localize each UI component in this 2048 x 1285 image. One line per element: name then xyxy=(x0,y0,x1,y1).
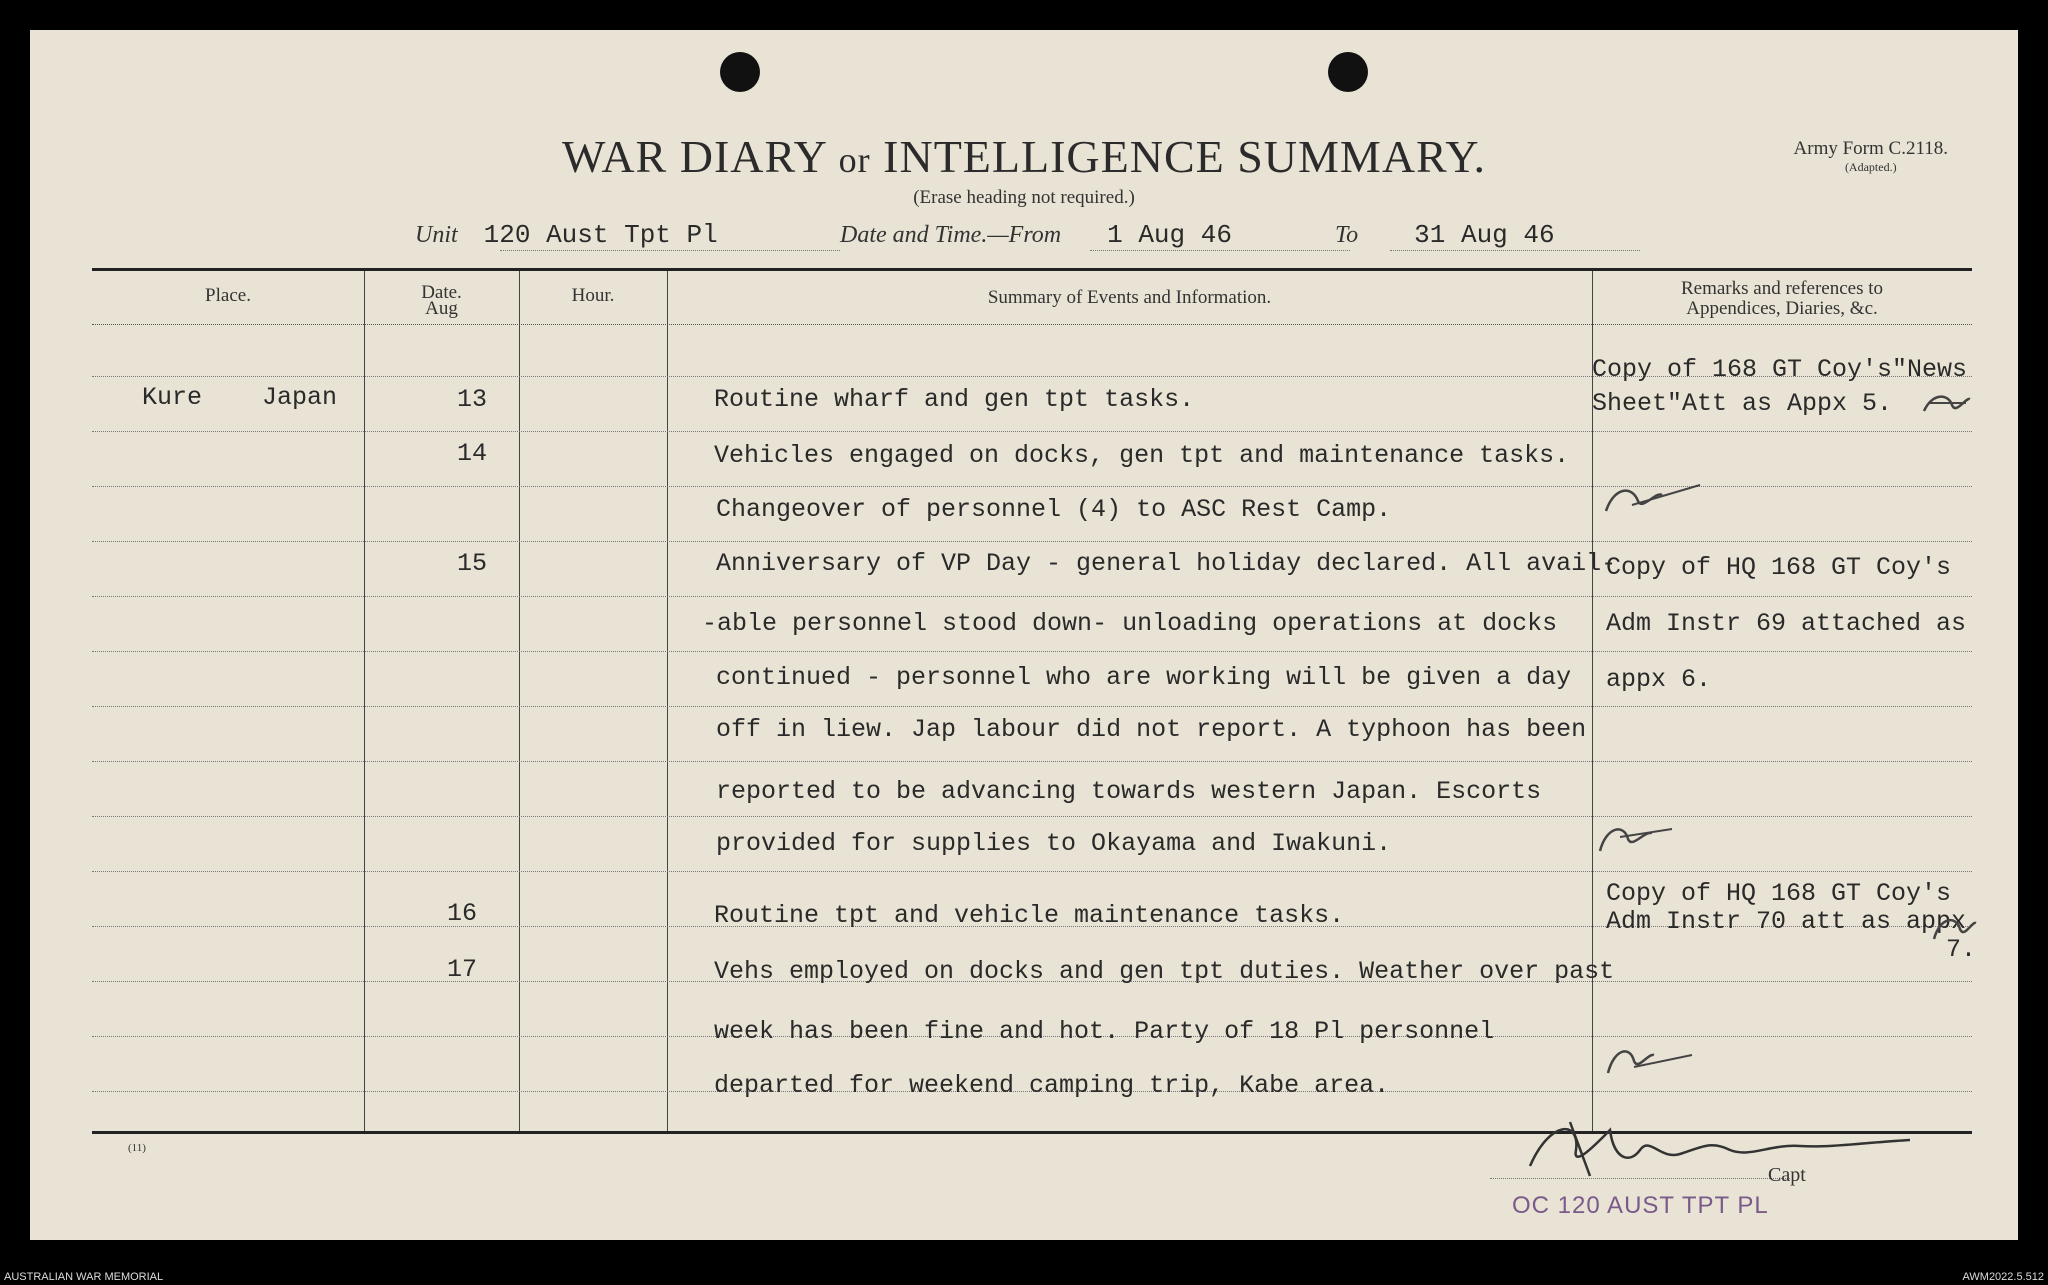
column-divider xyxy=(667,271,668,1131)
unit-value: 120 Aust Tpt Pl xyxy=(483,220,718,250)
document-subtitle: (Erase heading not required.) xyxy=(913,187,1135,208)
ruled-line xyxy=(92,431,1972,432)
remarks-line: Copy of HQ 168 GT Coy's xyxy=(1606,879,1952,908)
army-form-label xyxy=(1794,138,1948,175)
summary-line: Vehicles engaged on docks, gen tpt and maintenance tasks. xyxy=(714,441,1570,470)
title-or: or xyxy=(838,140,871,180)
initials-mark xyxy=(1604,1041,1694,1081)
header-hour: Hour. xyxy=(571,285,615,306)
footer-source: AUSTRALIAN WAR MEMORIAL xyxy=(4,1271,164,1283)
punch-hole-right xyxy=(1328,52,1368,92)
title-intelligence-summary: INTELLIGENCE SUMMARY. xyxy=(883,131,1486,182)
initials-mark xyxy=(1930,911,1980,947)
summary-line: Anniversary of VP Day - general holiday declared. All avail- xyxy=(716,549,1617,578)
footer-accession: AWM2022.5.512 xyxy=(1962,1271,2044,1283)
summary-line: Vehs employed on docks and gen tpt duties. Weather over past xyxy=(714,957,1615,986)
date-from-field xyxy=(840,220,1232,250)
punch-hole-left xyxy=(720,52,760,92)
date-cell: 14 xyxy=(457,439,488,468)
remarks-line: 7. xyxy=(1946,935,1977,964)
title-war-diary: WAR DIARY xyxy=(562,131,827,182)
form-number: (11) xyxy=(128,1142,146,1154)
remarks-line: Adm Instr 69 attached as xyxy=(1606,609,1967,638)
summary-line: Routine tpt and vehicle maintenance tasks. xyxy=(714,901,1345,930)
remarks-line: Adm Instr 70 att as appx xyxy=(1606,907,1967,936)
summary-line: provided for supplies to Okayama and Iwakuni. xyxy=(716,829,1392,858)
signature-rank: Capt xyxy=(1768,1164,1806,1186)
header-date-label: Date. xyxy=(421,282,462,303)
army-form-adapted: (Adapted.) xyxy=(1844,160,1897,174)
header-remarks-line2: Appendices, Diaries, &c. xyxy=(1686,298,1878,319)
signature-dotted-line xyxy=(1490,1178,1790,1179)
date-cell: 17 xyxy=(447,955,478,984)
summary-line: -able personnel stood down- unloading operations at docks xyxy=(702,609,1558,638)
header-date xyxy=(364,282,519,319)
document-sheet xyxy=(30,30,2018,1240)
ruled-line xyxy=(92,651,1972,652)
ruled-line xyxy=(92,596,1972,597)
header-place: Place. xyxy=(205,285,251,306)
to-label: To xyxy=(1335,222,1359,248)
remarks-line: Copy of HQ 168 GT Coy's xyxy=(1606,553,1952,582)
summary-line: week has been fine and hot. Party of 18 Pl personnel xyxy=(714,1017,1495,1046)
date-to-field xyxy=(1335,220,1555,250)
date-from-value: 1 Aug 46 xyxy=(1107,220,1232,250)
summary-line: Changeover of personnel (4) to ASC Rest Camp. xyxy=(716,495,1392,524)
summary-line: departed for weekend camping trip, Kabe area. xyxy=(714,1071,1390,1100)
header-remarks-line1: Remarks and references to xyxy=(1680,278,1884,299)
header-date-month: Aug xyxy=(425,298,458,319)
date-time-label: Date and Time.—From xyxy=(840,222,1062,248)
summary-line: off in liew. Jap labour did not report. A typhoon has been xyxy=(716,715,1587,744)
date-cell: 13 xyxy=(457,385,488,414)
date-from-dotted-line xyxy=(1090,250,1350,251)
ruled-line xyxy=(92,761,1972,762)
column-divider xyxy=(364,271,365,1131)
summary-line: reported to be advancing towards western Japan. Escorts xyxy=(716,777,1542,806)
unit-dotted-line xyxy=(500,250,840,251)
header-remarks xyxy=(1592,279,1972,319)
ruled-line xyxy=(92,816,1972,817)
unit-label: Unit xyxy=(415,222,458,248)
date-to-dotted-line xyxy=(1390,250,1640,251)
ruled-line xyxy=(92,706,1972,707)
army-form-number: Army Form C.2118. xyxy=(1793,138,1948,159)
header-summary: Summary of Events and Information. xyxy=(987,287,1272,308)
document-title xyxy=(30,130,2018,183)
ruled-line xyxy=(92,871,1972,872)
initials-mark xyxy=(1596,819,1676,859)
oc-stamp: OC 120 AUST TPT PL xyxy=(1512,1192,1769,1219)
place-town: Kure xyxy=(142,383,203,412)
diary-table xyxy=(92,268,1977,1134)
unit-field xyxy=(415,220,718,250)
header-underline xyxy=(92,324,1972,325)
ruled-line xyxy=(92,541,1972,542)
remarks-line: Sheet"Att as Appx 5. xyxy=(1592,389,1893,418)
date-cell: 16 xyxy=(447,899,478,928)
column-divider xyxy=(519,271,520,1131)
summary-line: Routine wharf and gen tpt tasks. xyxy=(714,385,1195,414)
remarks-line: Copy of 168 GT Coy's"News xyxy=(1592,355,1968,384)
summary-line: continued - personnel who are working will be given a day xyxy=(716,663,1572,692)
remarks-line: appx 6. xyxy=(1606,665,1712,694)
initials-mark xyxy=(1922,389,1972,419)
place-country: Japan xyxy=(262,383,338,412)
date-to-value: 31 Aug 46 xyxy=(1414,220,1555,250)
initials-mark xyxy=(1602,481,1702,521)
date-cell: 15 xyxy=(457,549,488,578)
